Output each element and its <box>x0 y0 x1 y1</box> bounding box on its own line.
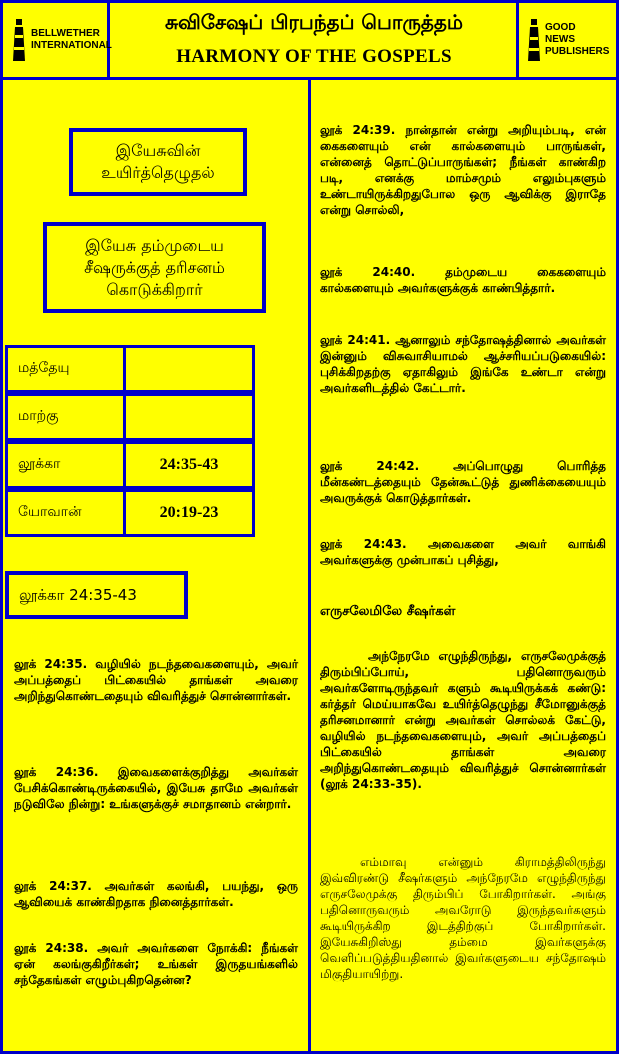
reference-book: மாற்கு <box>5 393 126 441</box>
topic-box <box>69 128 247 196</box>
bellwether-logo-text: BELLWETHER INTERNATIONAL <box>31 28 112 51</box>
reference-range <box>123 345 255 393</box>
verse-paragraph: லூக் 24:35. வழியில் நடந்தவைகளையும், அவர் அப்பத்தைப் பிட்கையில் தாங்கள் அவரை அறிந்துகொண்டதையும் விவரித்துச் சொன்னார்கள். <box>14 657 298 703</box>
verse-paragraph: லூக் 24:36. இவைகளைக்குறித்து அவர்கள் பேசிக்கொண்டிருக்கையில், இயேசு தாமே அவர்கள் நடுவிலே நின்று: உங்களுக்குச் சமாதானம் என்றார். <box>14 765 298 811</box>
section-heading: எருசலேமிலே சீஷர்கள் <box>320 604 456 619</box>
reference-row <box>5 489 255 537</box>
verse-paragraph: லூக் 24:38. அவர் அவர்களை நோக்கி: நீங்கள் ஏன் கலங்குகிறீர்கள்; உங்கள் இருதயங்களில் சந்தேகங்கள் எழும்புகிறதென்ன? <box>14 941 298 987</box>
verse-paragraph: லூக் 24:42. அப்பொழுது பொரித்த மீன்கண்டத்தையும் தேன்கூட்டுத் துணிக்கையையும் அவருக்குக் கொடுத்தார்கள். <box>320 459 606 505</box>
subtopic-box <box>43 222 266 313</box>
reference-book: யோவான் <box>5 489 126 537</box>
subtopic-text: இயேசு தம்முடைய சீஷருக்குத் தரிசனம் கொடுக்கிறார் <box>84 235 225 299</box>
column-divider <box>308 80 311 1051</box>
summary-paragraph: அந்நேரமே எழுந்திருந்து, எருசலேமுக்குத் திரும்பிப்போய், பதினொருவரும் அவர்களோடிருந்தவர் களும் கூடியிருக்கக் கண்டு: கர்த்தர் மெய்யாகவே உயிர்த்தெழுந்து சீமோனுக்குத் தரிசனமானார் என்று அவர்கள் சொல்லக் கேட்டு, வழியில் நடந்தவைகளையும், அவர் அப்பத்தைப் பிட்கையில் தாங்கள் அவரை அறிந்துகொண்டதையும் விவரித்துச் சொன்னார்கள் (லூக் 24:33-35). <box>320 649 606 791</box>
reference-row <box>5 345 255 393</box>
good-news-logo <box>526 10 618 70</box>
reference-range: 24:35-43 <box>123 441 255 489</box>
verse-paragraph: லூக் 24:39. நான்தான் என்று அறியும்படி, என் கைகளையும் என் கால்களையும் பாருங்கள், என்னைத் தொட்டுப்பாருங்கள்; நீங்கள் காண்கிற படி, எனக்கு மாம்சமும் எலும்புகளும் உண்டாயிருக்கிறதுபோல ஒரு ஆவிக்கு இராதே என்று சொல்லி, <box>320 123 606 217</box>
passage-heading-box <box>5 571 188 619</box>
verse-paragraph: லூக் 24:37. அவர்கள் கலங்கி, பயந்து, ஒரு ஆவியைக் காண்கிறதாக நினைத்தார்கள். <box>14 879 298 909</box>
topic-text: இயேசுவின் உயிர்த்தெழுதல் <box>101 141 215 182</box>
verse-paragraph: லூக் 24:41. ஆனாலும் சந்தோஷத்தினால் அவர்கள் இன்னும் விசுவாசியாமல் ஆச்சரியப்படுகையில்: புசிக்கிறதற்கு ஏதாகிலும் இங்கே உண்டா என்று அவர்களிடத்தில் கேட்டார். <box>320 333 606 395</box>
lighthouse-icon <box>10 17 28 63</box>
good-news-logo-text: GOOD NEWS PUBLISHERS <box>545 22 610 57</box>
reference-book: லூக்கா <box>5 441 126 489</box>
reference-range <box>123 393 255 441</box>
reference-row <box>5 441 255 489</box>
verse-paragraph: லூக் 24:40. தம்முடைய கைகளையும் கால்களையும் அவர்களுக்குக் காண்பித்தார். <box>320 265 606 295</box>
page-title-tamil: சுவிசேஷப் பிரபந்தப் பொருத்தம் <box>164 10 464 34</box>
verse-paragraph: லூக் 24:43. அவைகளை அவர் வாங்கி அவர்களுக்கு முன்பாகப் புசித்து, <box>320 537 606 567</box>
reference-book: மத்தேயு <box>5 345 126 393</box>
commentary-paragraph: எம்மாவு என்னும் கிராமத்திலிருந்து இவ்விரண்டு சீஷர்களும் அந்நேரமே எழுந்திருந்து எருசலேமுக்கு திரும்பிப் போகிறார்கள். அங்கு பதினொருவரும் அவரோடு இருந்தவர்களும் கூடியிருக்கிற இடத்திற்குப் போகிறார்கள். இயேசுகிறிஸ்து தம்மை இவர்களுக்கு வெளிப்படுத்தியதினால் இவர்களுடைய சந்தோஷம் மிகுதியாயிற்று. <box>320 855 606 981</box>
lighthouse-icon <box>526 17 542 63</box>
reference-row <box>5 393 255 441</box>
bellwether-logo <box>10 10 112 70</box>
page-title-english: HARMONY OF THE GOSPELS <box>176 46 452 67</box>
passage-heading: லூக்கா 24:35-43 <box>19 586 137 604</box>
reference-range: 20:19-23 <box>123 489 255 537</box>
